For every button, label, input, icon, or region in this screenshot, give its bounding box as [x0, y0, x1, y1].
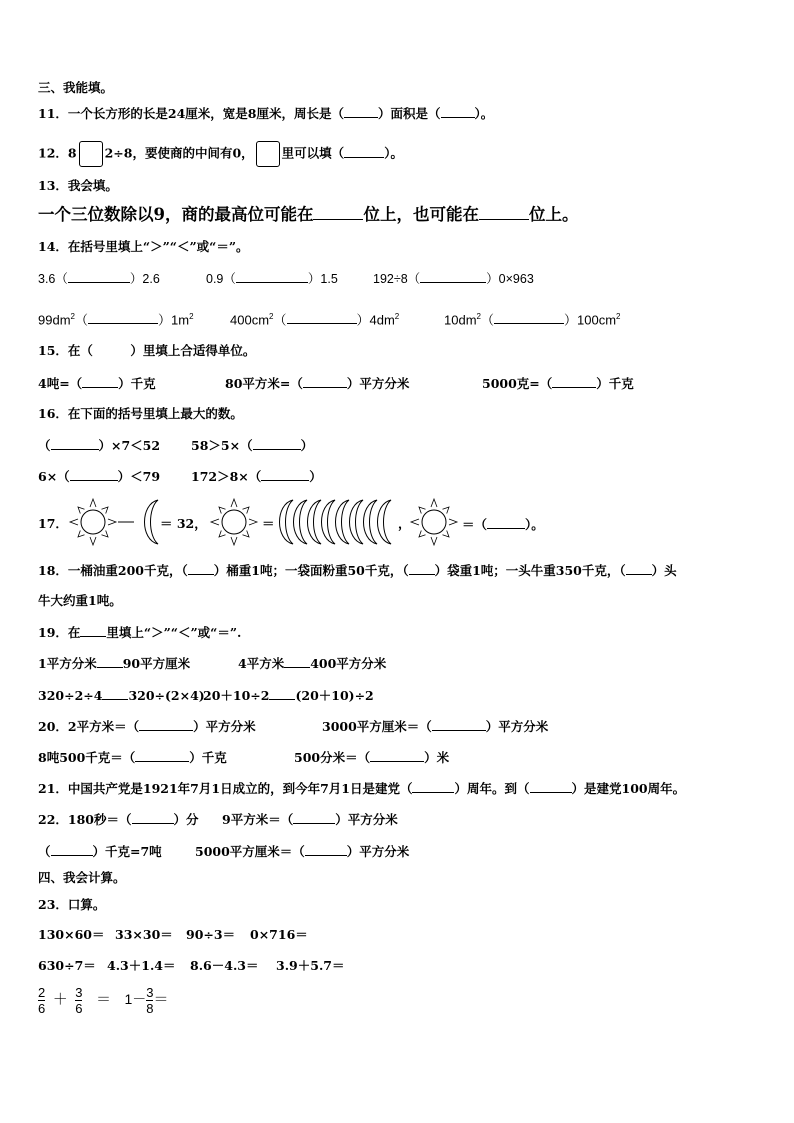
answer-blank[interactable]: [284, 654, 310, 668]
answer-blank[interactable]: [287, 310, 357, 324]
q23-calc: 4.3＋1.4＝: [107, 958, 176, 973]
q19-item-3: 320÷2÷4 320÷(2×4): [38, 688, 205, 703]
question-18: 18．一桶油重200千克，（ ）桶重1吨；一袋面粉重50千克，（ ）袋重1吨；一头牛重350千克，（ ）头: [38, 563, 677, 578]
answer-blank[interactable]: [479, 204, 529, 220]
answer-blank[interactable]: [269, 686, 295, 700]
answer-blank[interactable]: [344, 144, 384, 158]
question-16-title: 16．在下面的括号里填上最大的数。: [38, 406, 243, 421]
question-13-text: 一个三位数除以9，商的最高位可能在 位上，也可能在 位上。: [38, 205, 579, 224]
q15-item-2: 80平方米=（ ）平方分米: [225, 376, 410, 391]
answer-blank[interactable]: [88, 310, 158, 324]
question-13-title: 13．我会填。: [38, 178, 118, 193]
q22-item-1: 22．180秒＝（ ）分: [38, 812, 199, 827]
q14-item-4: $99dm^2$（ ）$1m^2$: [38, 312, 194, 328]
section-3-title: 三、我能填。: [38, 80, 114, 95]
question-23-title: 23．口算。: [38, 897, 106, 912]
digit-box[interactable]: [256, 141, 280, 167]
q22-item-3: （ ）千克=7吨: [38, 844, 162, 859]
moon-icon: [364, 500, 378, 544]
q20-item-3: 8吨500千克＝（ ）千克: [38, 750, 227, 765]
answer-blank[interactable]: [530, 779, 572, 793]
q23-calc: 0×716＝: [250, 927, 308, 942]
q23-fraction-row: $\frac{2}{6}$ ＋ $\frac{3}{6}$ ＝ 1－ $\frac{3}{8}$ ＝: [38, 985, 169, 1017]
q20-item-1: 20．2平方米＝（ ）平方分米: [38, 719, 256, 734]
q16-item-4: 172＞8×（ ）: [191, 469, 322, 484]
answer-blank[interactable]: [293, 810, 335, 824]
q23-calc: 3.9＋5.7＝: [276, 958, 345, 973]
question-12: 12．8 2÷8，要使商的中间有0， 里可以填（ ）。: [38, 141, 403, 167]
answer-blank[interactable]: [409, 561, 435, 575]
answer-blank[interactable]: [70, 467, 118, 481]
answer-blank[interactable]: [552, 374, 596, 388]
q23-calc: 90÷3＝: [186, 927, 236, 942]
q17-comma: ，: [398, 516, 411, 531]
q16-item-3: 6×（ ）＜79: [38, 469, 161, 484]
fraction: $\frac{3}{8}$: [146, 985, 154, 1017]
answer-blank[interactable]: [487, 515, 525, 529]
q23-calc: 130×60＝: [38, 927, 105, 942]
q14-item-3: 192÷8（ ）0×963: [373, 269, 534, 288]
q14-item-6: $10dm^2$（ ）$100cm^2$: [444, 312, 621, 328]
question-19-title: 19．在 里填上“＞”“＜”或“＝”.: [38, 625, 242, 640]
q15-item-1: 4吨=（ ）千克: [38, 376, 156, 391]
answer-blank[interactable]: [135, 748, 189, 762]
answer-blank[interactable]: [420, 269, 486, 283]
question-21: 21．中国共产党是1921年7月1日成立的，到今年7月1日是建党（ ）周年。到（ ）是建党100周年。: [38, 781, 686, 796]
sun-icon: [211, 499, 257, 545]
answer-blank[interactable]: [236, 269, 308, 283]
moon-icon: [322, 500, 336, 544]
answer-blank[interactable]: [412, 779, 454, 793]
moon-icon: [378, 500, 392, 544]
answer-blank[interactable]: [253, 436, 301, 450]
q23-calc: 33×30＝: [115, 927, 173, 942]
moon-icon: [336, 500, 350, 544]
fraction: $\frac{2}{6}$: [38, 985, 46, 1017]
q23-calc: 630÷7＝: [38, 958, 96, 973]
q19-item-2: 4平方米 400平方分米: [238, 656, 387, 671]
answer-blank[interactable]: [344, 104, 378, 118]
answer-blank[interactable]: [188, 561, 214, 575]
q16-item-2: 58＞5×（ ）: [191, 438, 314, 453]
question-14-title: 14．在括号里填上“＞”“＜”或“＝”。: [38, 239, 249, 254]
answer-blank[interactable]: [80, 623, 106, 637]
q16-item-1: （ ）×7＜52: [38, 438, 161, 453]
q19-item-1: 1平方分米 90平方厘米: [38, 656, 191, 671]
question-15-title: 15．在（ ）里填上合适得单位。: [38, 343, 256, 358]
q23-calc: 8.6－4.3＝: [190, 958, 259, 973]
answer-blank[interactable]: [432, 717, 486, 731]
answer-blank[interactable]: [313, 204, 363, 220]
q20-item-2: 3000平方厘米＝（ ）平方分米: [322, 719, 549, 734]
q14-item-2: 0.9（ ）1.5: [206, 269, 338, 288]
answer-blank[interactable]: [132, 810, 174, 824]
q15-item-3: 5000克=（ ）千克: [482, 376, 634, 391]
answer-blank[interactable]: [261, 467, 309, 481]
q22-item-4: 5000平方厘米＝（ ）平方分米: [195, 844, 410, 859]
q19-item-4: 20＋10÷2 (20＋10)÷2: [203, 688, 374, 703]
answer-blank[interactable]: [305, 842, 347, 856]
question-18-line2: 牛大约重1吨。: [38, 593, 122, 608]
answer-blank[interactable]: [102, 686, 128, 700]
section-4-title: 四、我会计算。: [38, 870, 126, 885]
answer-blank[interactable]: [303, 374, 347, 388]
q17-eq1: ＝ 32，: [160, 516, 207, 531]
moon-icon: [308, 500, 322, 544]
moon-icon: [350, 500, 364, 544]
digit-box[interactable]: [79, 141, 103, 167]
q22-item-2: 9平方米＝（ ）平方分米: [222, 812, 398, 827]
q14-item-1: 3.6（ ）2.6: [38, 269, 160, 288]
q17-eq2: ＝: [262, 516, 275, 531]
moon-icon: [145, 500, 159, 544]
answer-blank[interactable]: [494, 310, 564, 324]
question-11: 11．一个长方形的长是24厘米，宽是8厘米，周长是（ ）面积是（ ）。: [38, 106, 494, 121]
q14-item-5: $400cm^2$（ ）$4dm^2$: [230, 312, 400, 328]
moon-icon: [294, 500, 308, 544]
answer-blank[interactable]: [139, 717, 193, 731]
sun-icon: [70, 499, 116, 545]
question-17-number: 17．: [38, 516, 68, 531]
answer-blank[interactable]: [68, 269, 130, 283]
answer-blank[interactable]: [626, 561, 652, 575]
answer-blank[interactable]: [82, 374, 118, 388]
moon-icon: [280, 500, 294, 544]
fraction: $\frac{3}{6}$: [75, 985, 83, 1017]
answer-blank[interactable]: [441, 104, 475, 118]
answer-blank[interactable]: [51, 436, 99, 450]
answer-blank[interactable]: [370, 748, 424, 762]
sun-icon: [411, 499, 457, 545]
answer-blank[interactable]: [97, 654, 123, 668]
q17-eq3: ＝（ ）。: [462, 517, 544, 532]
q20-item-4: 500分米＝（ ）米: [294, 750, 450, 765]
answer-blank[interactable]: [51, 842, 93, 856]
